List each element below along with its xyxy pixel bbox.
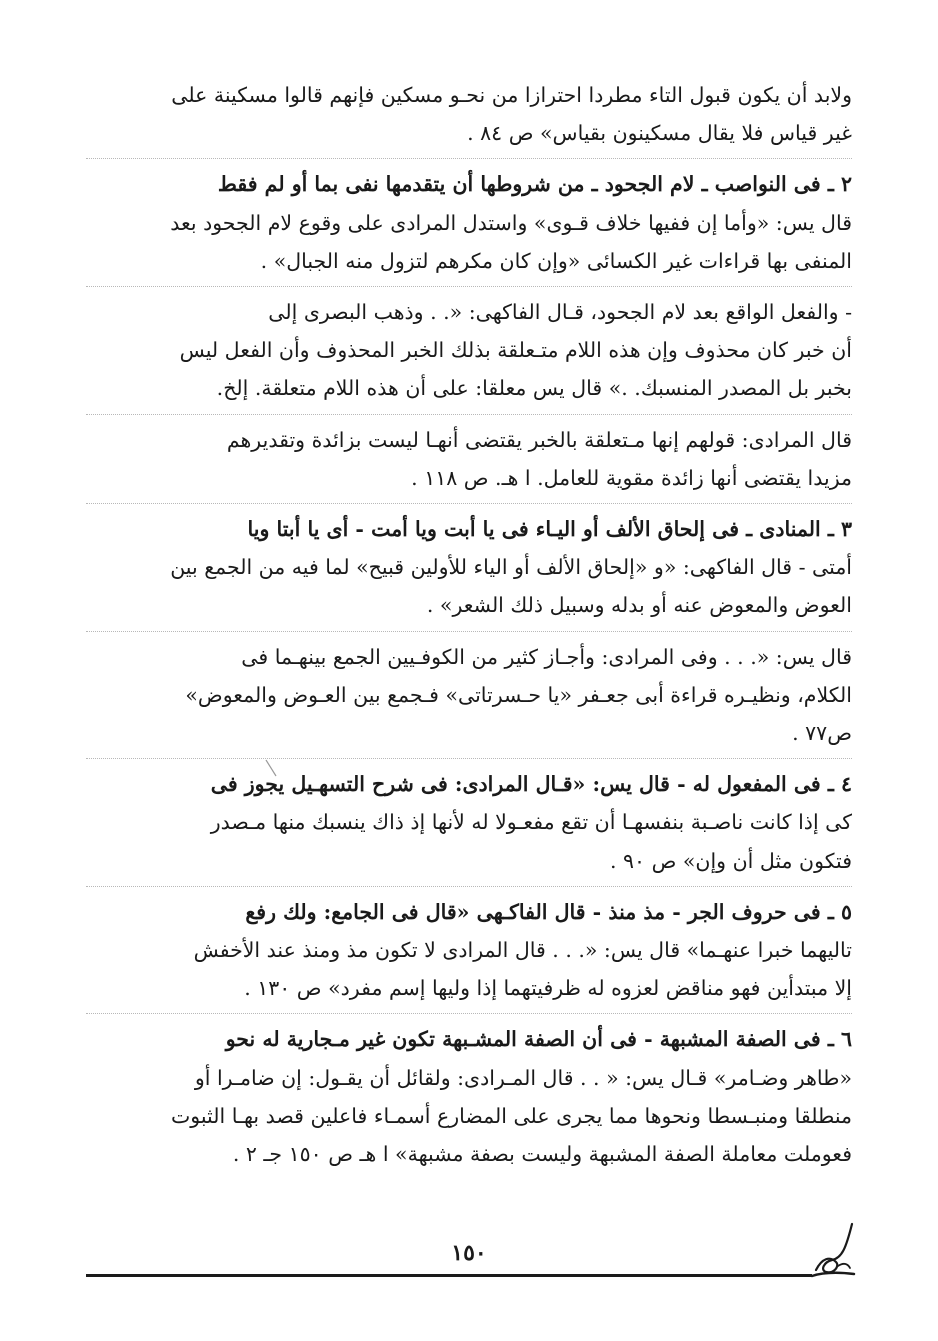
paragraph-muradi-quote bbox=[86, 421, 852, 504]
footer-rule bbox=[86, 1274, 812, 1277]
text-line: غير قياس فلا يقال مسكينون بقياس» ص ٨٤ . bbox=[467, 121, 852, 146]
text-line: ٣ ـ المنادى ـ فى إلحاق الألف أو اليـاء فى يا أبت ويا أمت - أى يا أبتا ويا bbox=[247, 517, 852, 542]
text-line: ٦ ـ فى الصفة المشبهة - فى أن الصفة المشـبهة تكون غير مـجارية له نحو bbox=[225, 1027, 852, 1052]
text-line: المنفى بها قراءات غير الكسائى «وإن كان مكرهم لتزول منه الجبال» . bbox=[260, 248, 852, 273]
text-line: الكلام، ونظيـره قراءة أبى جعـفر «يا حـسرتاتى» فـجمع بين العـوض والمعوض» bbox=[185, 682, 852, 707]
text-line: تاليهما خبرا عنهـما» قال يس: «. . . قال المرادى لا تكون مذ ومنذ عند الأخفش bbox=[193, 938, 852, 963]
text-line: فتكون مثل أن وإن» ص ٩٠ . bbox=[609, 848, 852, 873]
text-line: مزيدا يقتضى أنها زائدة مقوية للعامل. ا هـ. ص ١١٨ . bbox=[411, 465, 852, 490]
text-line: - والفعل الواقع بعد لام الجحود، قـال الفاكهى: «. . وذهب البصرى إلى bbox=[268, 300, 852, 325]
text-line: ٤ ـ فى المفعول له - قال يس: «قـال المرادى: فى شرح التسهـيل يجوز فى bbox=[210, 772, 852, 797]
scan-speck-mark bbox=[264, 758, 278, 778]
text-line: ولابد أن يكون قبول التاء مطردا احترازا من نحـو مسكين فإنهم قالوا مسكينة على bbox=[171, 83, 852, 107]
paragraph-yasin-muradi bbox=[86, 638, 852, 760]
text-line: كى إذا كانت ناصـبة بنفسهـا أن تقع مفعـولا له لأنها إذ ذاك ينسبك منها مـصدر bbox=[210, 810, 852, 835]
text-line: قال المرادى: قولهم إنها مـتعلقة بالخبر يقتضى أنهـا ليست بزائدة وتقديرهم bbox=[226, 427, 852, 452]
paragraph-intro-continuation bbox=[86, 76, 852, 159]
paragraph-nawasib bbox=[86, 165, 852, 287]
paragraph-mafool-lahu bbox=[86, 765, 852, 887]
text-line: قال يس: «وأما إن ففيها خلاف قـوى» واستدل المرادى على وقوع لام الجحود بعد bbox=[170, 210, 852, 235]
text-line: العوض والمعوض عنه أو بدله وسبيل ذلك الشعر» . bbox=[426, 593, 852, 618]
paragraph-munada bbox=[86, 510, 852, 632]
text-line: أن خبر كان محذوف وإن هذه اللام متـعلقة بذلك الخبر المحذوف وأن الفعل ليس bbox=[179, 338, 852, 363]
document-body bbox=[86, 76, 852, 1185]
paragraph-huruf-jarr bbox=[86, 893, 852, 1015]
paragraph-fiil-waqi bbox=[86, 293, 852, 415]
text-line: ص٧٧ . bbox=[792, 721, 852, 746]
text-line: فعوملت معاملة الصفة المشبهة وليست بصفة مشبهة» ا هـ ص ١٥٠ جـ ٢ . bbox=[232, 1142, 852, 1167]
decorative-flourish-icon bbox=[808, 1218, 858, 1282]
text-line: منطلقا ومنبـسطا ونحوها مما يجرى على المضارع أسمـاء فاعلين قصد بهـا الثبوت bbox=[170, 1103, 852, 1128]
text-line: «طاهر وضـامر» قـال يس: « . . قال المـرادى: ولقائل أن يقـول: إن ضامـرا أو bbox=[194, 1065, 852, 1090]
paragraph-sifa-mushabbaha bbox=[86, 1020, 852, 1179]
text-line: قال يس: «. . . وفى المرادى: وأجـاز كثير من الكوفـيين الجمع بينهـما فى bbox=[241, 644, 852, 669]
page-number: ١٥٠ bbox=[451, 1240, 487, 1266]
text-line: إلا مبتدأين فهو مناقض لعزوه له ظرفيتهما إذا وليها إسم مفرد» ص ١٣٠ . bbox=[244, 976, 852, 1001]
text-line: ٢ ـ فى النواصب ـ لام الجحود ـ من شروطها أن يتقدمها نفى بما أو لم فقط bbox=[217, 172, 852, 197]
text-line: أمتى - قال الفاكهى: «و «إلحاق الألف أو الياء للأولين قبيح» لما فيه من الجمع بين bbox=[170, 555, 852, 580]
text-line: بخبر بل المصدر المنسبك. .» قال يس معلقا: على أن هذه اللام متعلقة. إلخ. bbox=[216, 376, 852, 401]
text-line: ٥ ـ فى حروف الجر - مذ منذ - قال الفاكـهى «قال فى الجامع: ولك رفع bbox=[245, 899, 852, 924]
